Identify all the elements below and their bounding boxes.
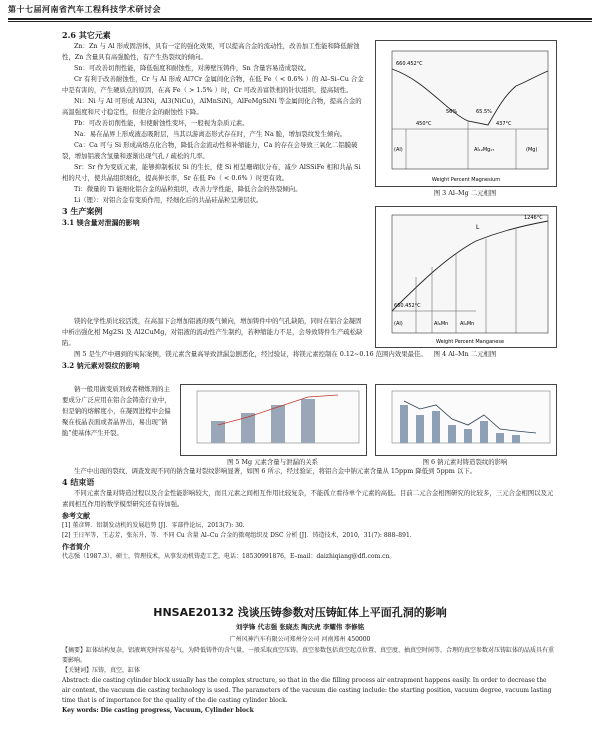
label-al-melt: 660.452°C	[396, 61, 423, 67]
label-450: 450°C	[416, 121, 432, 127]
figure-6-caption: 图 6 钠元素对铸造裂纹的影响	[422, 458, 508, 466]
bar-4	[301, 399, 315, 443]
label-al6mn: Al₆Mn	[434, 321, 449, 327]
label-al-phase: (Al)	[394, 147, 403, 153]
references-heading: 参考文献	[62, 511, 90, 520]
paper2-abstract-en: Abstract: die casting cylinder block usually has the complex structure, so that in the die filling process air entrapment happens easily. In order to decrease the air content, the vacuum die casting technology is used. The parameters of the vacuum die casting include: the starting position, vacuum degree, vacuum lasting time that is of importance for the quality of the die casting cylinder block.	[62, 677, 552, 704]
label-liquid: L	[476, 224, 480, 231]
label-65: 65.5%	[476, 109, 492, 115]
figure-al-mg-diagram	[375, 40, 557, 187]
bar-5	[464, 429, 472, 443]
plot-area	[392, 51, 548, 169]
bar-7	[496, 433, 504, 443]
label-al-phase: (Al)	[394, 321, 403, 327]
label-437: 437°C	[496, 121, 512, 127]
label-1246: 1246°C	[524, 215, 543, 221]
para-sr: Sr：Sr 作为变质元素，能够抑制板状 Si 的生长，使 Si 相呈珊瑚状分布，减少 AlSSiFe 相和共晶 Si 相的尺寸，使共晶组织细化，提高伸长率，Sr 在低 Fe（ < 0.6% ）时更有效。	[62, 163, 361, 182]
figure-6-chart	[375, 384, 557, 456]
para-sn: Sn：可改善切削性能，降低强度和耐蚀性，对薄壁压铸件，Sn 含量容易造成裂纹。	[74, 64, 311, 72]
para-3-2-b: 生产中出现的裂纹，调查发现不同的钠含量对裂纹影响显著，如图 6 所示，经过验证，将铝合金中钠元素含量从 15ppm 降低到 5ppm 以下。	[74, 467, 477, 475]
para-3-1-b: 图 5 是生产中遇到的实际案例，镁元素含量高导致泄漏急剧恶化，经过验证，将镁元素控制在 0.12~0.16 范围内效果最佳。	[74, 350, 427, 358]
para-li: Li（锂）：对铝合金有变质作用，经细化后的共晶硅晶粒呈薄层状。	[74, 196, 263, 204]
header-rule-thin	[8, 21, 592, 22]
al-mn-phase-diagram	[376, 207, 556, 347]
paper2-title: HNSAE20132 浅谈压铸参数对压铸缸体上平面孔洞的影响	[153, 606, 447, 619]
section-3-heading: 3 生产案例	[62, 206, 103, 216]
bar-2	[241, 413, 255, 443]
bar-3	[271, 405, 285, 443]
section-3-1-heading: 3.1 镁含量对泄漏的影响	[62, 218, 140, 227]
al-mg-phase-diagram	[376, 41, 556, 186]
bar-1	[211, 421, 225, 443]
para-4: 不同元素含量对铸造过程以及合金性能影响较大，而且元素之间相互作用比较复杂，不能孤立看待单个元素的高低。目前二元合金相图研究的比较多，三元合金相图以及元素间相互作用的数学模型研究还有待加强。	[62, 489, 554, 508]
bar-8	[512, 435, 520, 443]
para-ca: Ca：Ca 可与 Si 形成高熔点化合物，降低合金流动性和补缩能力，Ca 的存在会导致三氧化二铝膜破裂，增加铝液含氢量和逐渐出现气孔 / 疏松的几率。	[62, 141, 358, 160]
reference-2: [2] 王日军等，王志芳，张东升，等．不同 Cu 含量 Al–Cu 合金的微观组织及 DSC 分析 [J]．铸造技术，2010，31(7): 888–891.	[62, 532, 412, 539]
bar-1	[400, 405, 408, 443]
plot-area	[392, 215, 548, 333]
reference-1: [1] 董彦辉．铝制发动机的发展趋势 [J]．零部件论坛，2013(7): 30.	[62, 522, 245, 529]
section-3-2-heading: 3.2 钠元素对裂纹的影响	[62, 361, 140, 370]
figure-al-mn-diagram	[375, 206, 557, 348]
x-axis-label: Weight Percent Manganese	[435, 339, 505, 345]
author-bio: 代志强（1987.3），硕士，管理技术，从事发动机铸造工艺，电话：18530991876，E–mail：daizhiqiang@dfl.com.cn。	[62, 553, 396, 560]
label-56: 56%	[446, 109, 458, 115]
paper2-abstract-cn: 【摘要】缸体结构复杂，铝液填充时容易卷气，为降低铸件的含气量，一般采取真空压铸。真空参数包括真空起点位置、真空度、抽真空时间等，合理的真空参数对压铸缸体的品质具有重要影响。	[62, 647, 555, 664]
label-mg-phase: (Mg)	[526, 147, 538, 153]
label-al4mn: Al₄Mn	[460, 321, 475, 327]
section-4-heading: 4 结束语	[62, 477, 95, 487]
figure-5-caption: 图 5 Mg 元素含量与泄漏的关系	[226, 458, 319, 466]
running-header: 第十七届河南省汽车工程科技学术研讨会	[8, 4, 161, 14]
figure-3-caption: 图 3 Al–Mg 二元相图	[433, 189, 497, 197]
para-3-2: 钠一般用做变质剂或者精炼剂的主要成分广泛应用在铝合金铸造行业中，但是钠的熔解度小，在凝固进程中会偏聚在枝晶表面或者晶界出，易出现“钠脆”使基体产生开裂。	[62, 385, 171, 437]
section-2-6-heading: 2.6 其它元素	[62, 30, 111, 40]
conclusion-block	[62, 466, 554, 562]
mg-leak-chart	[181, 385, 366, 455]
paper2-affiliation: 广州风神汽车有限公司郑州分公司 河南郑州 450000	[229, 636, 371, 643]
para-ti: Ti：微量的 Ti 能细化铝合金的晶粒组织，改善力学性能，降低合金的热裂倾向。	[74, 185, 302, 193]
bar-2	[416, 415, 424, 443]
bar-3	[432, 411, 440, 443]
figure-5-chart	[180, 384, 367, 456]
header-rule	[8, 18, 592, 20]
label-660: 660.452°C	[394, 303, 421, 309]
section-3-2-body	[62, 384, 174, 439]
bar-4	[448, 425, 456, 443]
paper2-authors: 刘学锋 代志强 张晓杰 陶庆虎 李耀伟 李修铭	[235, 623, 365, 631]
bar-6	[480, 421, 488, 443]
para-3-1: 镁的化学性质比较活泼，在高温下会增加铝液的吸气倾向，增加铸件中的气孔缺陷，同时在铝合金凝固中析出强化相 Mg2Si 及 Al2CuMg，对铝液的流动性产生制约，若种缩能力不足，会导致铸件生产疏松缺陷。	[62, 317, 363, 347]
author-heading: 作者简介	[62, 542, 90, 551]
na-crack-chart	[376, 385, 556, 455]
para-ni: Ni：Ni 与 Al 可形成 Al3Ni，Al3(NiCu)，AlMnSiNi，AlFeMgSiNi 等金属间化合物，提高合金的高温强度和尺寸稳定性，但使合金的耐蚀性下降。	[62, 97, 362, 116]
para-na: Na：易在晶界上形成液态吸附层，当其以游离态形式存在时，产生 Na 脆，增加裂纹发生倾向。	[74, 130, 347, 138]
para-cr: Cr 有利于改善耐蚀性，Cr 与 Al 形成 Al7Cr 金属间化合物，在低 Fe（ < 0.6% ）的 Al–Si–Cu 合金中是有害的，产生硬质点的原因，在高 Fe（ > 1.5% ）时，Cr 可改善富铁相的针状组织，提高韧性。	[62, 75, 364, 94]
section-3-1-body	[62, 316, 367, 349]
para-zn: Zn：Zn 与 Al 形成固溶体，具有一定的强化效果，可以提高合金的流动性，改善加工性能和降低耐蚀性，Zn 含量具有高强脆性，有产生热裂纹的倾向。	[62, 42, 360, 61]
left-column-top	[62, 30, 367, 228]
section-3-1-body-b	[62, 349, 554, 371]
figure-4-caption: 图 4 Al–Mn 二元相图	[433, 350, 497, 358]
paper2-abstract-block	[62, 646, 554, 716]
paper2-keywords-en: Key words: Die casting progress, Vacuum, Cylinder block	[62, 707, 254, 714]
label-compound: Al₁₂Mg₁₇	[474, 147, 495, 153]
paper2-keywords-cn: 【关键词】压铸，真空，缸体	[62, 667, 141, 674]
x-axis-label: Weight Percent Magnesium	[431, 177, 501, 183]
para-pb: Pb：可改善切削性能，但使耐蚀性变坏，一般视为杂质元素。	[74, 119, 249, 127]
